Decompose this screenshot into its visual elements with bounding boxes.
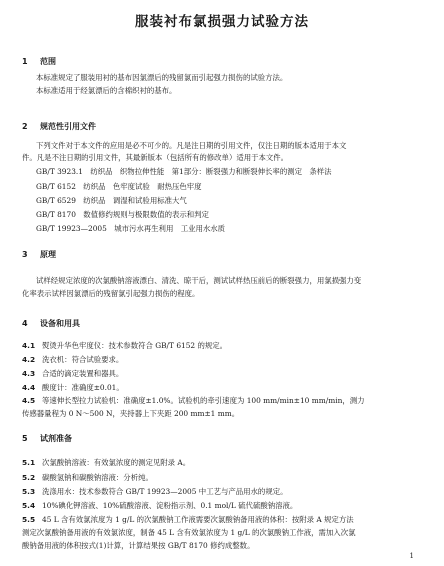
item-text: 等速伸长型拉力试验机：准确度±1.0%。试验机的牵引速度为 100 mm/min±10 mm/min，测力 bbox=[42, 396, 365, 405]
item-text: 合适的滴定装置和器具。 bbox=[42, 369, 124, 378]
paragraph-continued: 化率表示试样因氯漂后的残留氯引起强力损伤的程度。 bbox=[22, 289, 200, 298]
item-number: 5.4 bbox=[22, 501, 36, 510]
list-item bbox=[22, 395, 422, 407]
list-item bbox=[22, 486, 422, 498]
section-number: 3 bbox=[22, 250, 28, 259]
item-number: 4.1 bbox=[22, 341, 36, 350]
section-5-heading bbox=[22, 433, 72, 444]
paragraph: 试样经规定浓度的次氯酸钠溶液漂白、清洗、晾干后，测试试样热压前后的断裂强力，用氯损强力变 bbox=[36, 276, 362, 285]
reference-item: GB/T 8170 数值修约规则与极限数值的表示和判定 bbox=[36, 210, 209, 219]
section-number: 2 bbox=[22, 122, 28, 131]
item-number: 5.1 bbox=[22, 458, 36, 467]
section-title: 规范性引用文件 bbox=[40, 122, 96, 131]
item-text: 洗衣机：符合试验要求。 bbox=[42, 355, 124, 364]
page-title: 服装衬布氯损强力试验方法 bbox=[135, 14, 309, 30]
reference-item: GB/T 19923—2005 城市污水再生利用 工业用水水质 bbox=[36, 224, 226, 233]
paragraph-continued: 件。凡是不注日期的引用文件，其最新版本（包括所有的修改单）适用于本文件。 bbox=[22, 153, 289, 162]
section-number: 1 bbox=[22, 57, 28, 66]
list-item bbox=[22, 514, 422, 526]
section-title: 设备和用具 bbox=[40, 319, 80, 328]
list-item bbox=[22, 382, 422, 394]
item-number: 4.3 bbox=[22, 369, 36, 378]
list-item bbox=[22, 472, 422, 484]
section-title: 原理 bbox=[40, 250, 56, 259]
item-text: 次氯酸钠溶液：有效氯浓度的测定见附录 A。 bbox=[42, 458, 191, 467]
item-text: 洗涤用水：技术参数符合 GB/T 19923—2005 中工艺与产品用水的规定。 bbox=[42, 487, 288, 496]
list-item bbox=[22, 354, 422, 366]
item-number: 5.3 bbox=[22, 487, 36, 496]
item-number: 4.2 bbox=[22, 355, 36, 364]
item-text: 10%碘化钾溶液、10%硫酸溶液、淀粉指示剂、0.1 mol/L 硫代硫酸钠溶液。 bbox=[42, 501, 298, 510]
paragraph: 本标准规定了服装用衬的基布因氯漂后的残留氯而引起强力损伤的试验方法。 bbox=[36, 73, 288, 82]
item-text: 熨烫升华色牢度仪：技术参数符合 GB/T 6152 的规定。 bbox=[42, 341, 228, 350]
paragraph: 下列文件对于本文件的应用是必不可少的。凡是注日期的引用文件，仅注日期的版本适用于本文 bbox=[36, 141, 347, 150]
page-number: 1 bbox=[409, 552, 414, 560]
item-number: 5.2 bbox=[22, 473, 36, 482]
item-number: 4.5 bbox=[22, 396, 36, 405]
item-text: 酸度计：准确度±0.01。 bbox=[42, 383, 124, 392]
list-item-continued: 传感器量程为 0 N～500 N，夹持器上下夹距 200 mm±1 mm。 bbox=[22, 409, 240, 418]
list-item bbox=[22, 500, 422, 512]
section-1-heading bbox=[22, 56, 56, 67]
item-number: 5.5 bbox=[22, 515, 36, 524]
section-4-heading bbox=[22, 318, 80, 329]
list-item-continued: 测定次氯酸钠备用液的有效氯浓度，制备 45 L 含有效氯浓度为 1 g/L 的次氯酸钠工作液，需加入次氯 bbox=[22, 528, 356, 537]
list-item bbox=[22, 457, 422, 469]
section-2-heading bbox=[22, 121, 96, 132]
reference-item: GB/T 3923.1 纺织品 织物拉伸性能 第1部分：断裂强力和断裂伸长率的测定 条样法 bbox=[36, 167, 332, 176]
section-title: 范围 bbox=[40, 57, 56, 66]
section-number: 4 bbox=[22, 319, 28, 328]
list-item bbox=[22, 368, 422, 380]
item-number: 4.4 bbox=[22, 383, 36, 392]
list-item-continued: 酸钠备用液的体积按式(1)计算，计算结果按 GB/T 8170 修约成整数。 bbox=[22, 541, 255, 550]
item-text: 45 L 含有效氯浓度为 1 g/L 的次氯酸钠工作液需要次氯酸钠备用液的体积：按附录 A 规定方法 bbox=[42, 515, 354, 524]
section-3-heading bbox=[22, 249, 56, 260]
section-number: 5 bbox=[22, 434, 28, 443]
list-item bbox=[22, 340, 422, 352]
reference-item: GB/T 6152 纺织品 色牢度试验 耐热压色牢度 bbox=[36, 182, 202, 191]
paragraph: 本标准适用于经氯漂后的含棉织衬的基布。 bbox=[36, 86, 177, 95]
item-text: 碳酸氢钠和碳酸钠溶液：分析纯。 bbox=[42, 473, 153, 482]
reference-item: GB/T 6529 纺织品 调湿和试验用标准大气 bbox=[36, 196, 187, 205]
section-title: 试剂准备 bbox=[40, 434, 72, 443]
